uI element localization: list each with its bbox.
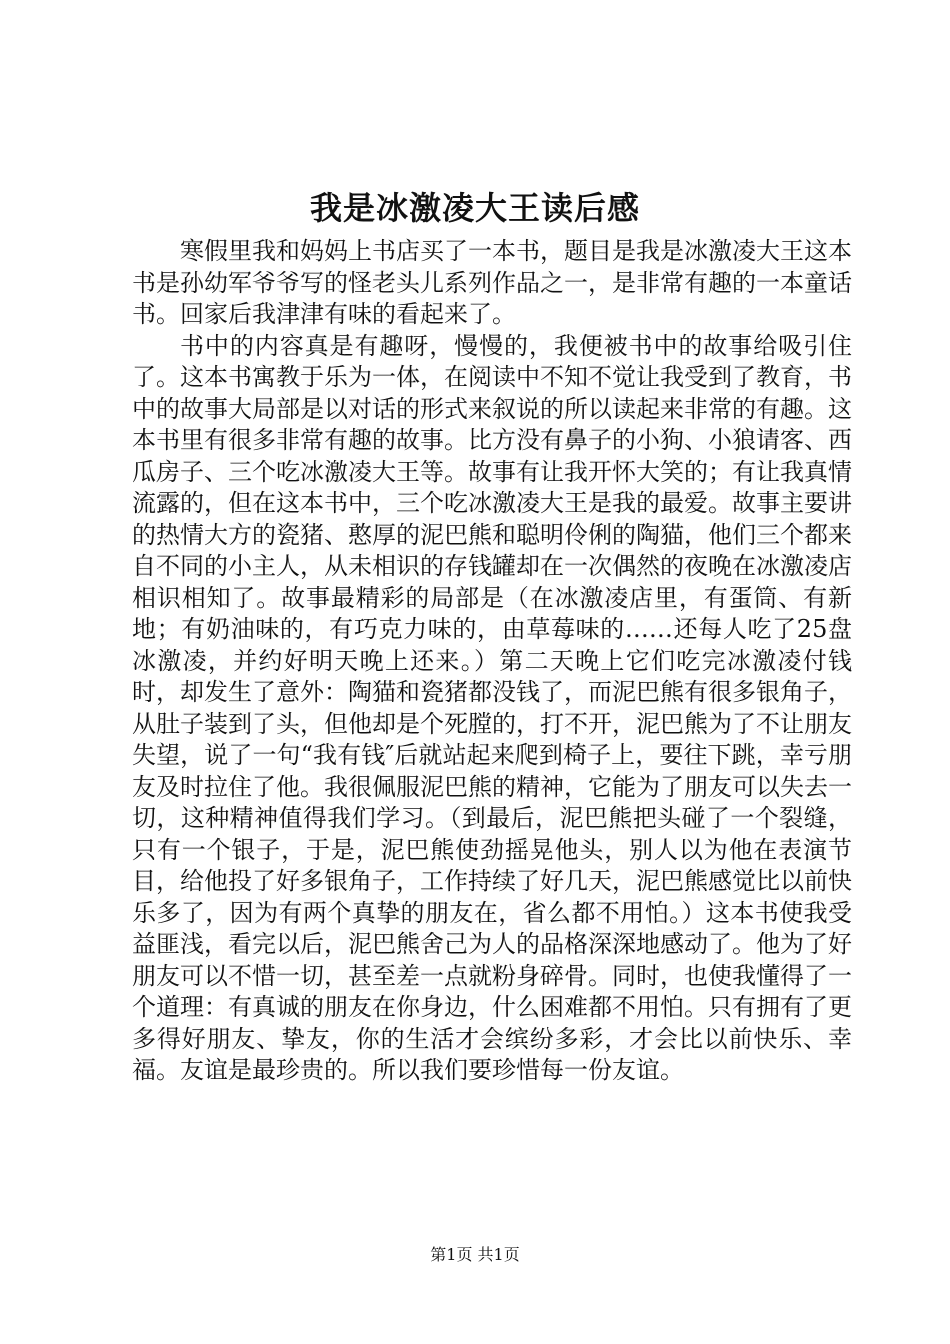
document-body xyxy=(132,236,852,1087)
paragraph-2: 书中的内容真是有趣呀，慢慢的，我便被书中的故事给吸引住了。这本书寓教于乐为一体，在阅读中不知不觉让我受到了教育，书中的故事大局部是以对话的形式来叙说的所以读起来非常的有趣。这本书里有很多非常有趣的故事。比方没有鼻子的小狗、小狼请客、西瓜房子、三个吃冰激凌大王等。故事有让我开怀大笑的；有让我真情流露的，但在这本书中，三个吃冰激凌大王是我的最爱。故事主要讲的热情大方的瓷猪、憨厚的泥巴熊和聪明伶俐的陶猫，他们三个都来自不同的小主人，从未相识的存钱罐却在一次偶然的夜晚在冰激凌店相识相知了。故事最精彩的局部是（在冰激凌店里，有蛋筒、有新地；有奶油味的，有巧克力味的，由草莓味的……还每人吃了25盘冰激凌，并约好明天晚上还来。）第二天晚上它们吃完冰激凌付钱时，却发生了意外：陶猫和瓷猪都没钱了，而泥巴熊有很多银角子，从肚子装到了头，但他却是个死膛的，打不开，泥巴熊为了不让朋友失望，说了一句“我有钱″后就站起来爬到椅子上，要往下跳，幸亏朋友及时拉住了他。我很佩服泥巴熊的精神，它能为了朋友可以失去一切，这种精神值得我们学习。（到最后，泥巴熊把头碰了一个裂缝，只有一个银子，于是，泥巴熊使劲摇晃他头，别人以为他在表演节目，给他投了好多银角子，工作持续了好几天，泥巴熊感觉比以前快乐多了，因为有两个真挚的朋友在，省么都不用怕。）这本书使我受益匪浅，看完以后，泥巴熊舍己为人的品格深深地感动了。他为了好朋友可以不惜一切，甚至差一点就粉身碎骨。同时，也使我懂得了一个道理：有真诚的朋友在你身边，什么困难都不用怕。只有拥有了更多得好朋友、挚友，你的生活才会缤纷多彩，才会比以前快乐、幸福。友谊是最珍贵的。所以我们要珍惜每一份友谊。 xyxy=(132,331,852,1084)
document-title: 我是冰激凌大王读后感 xyxy=(309,189,640,227)
page-footer: 第1页 共1页 xyxy=(430,1245,520,1264)
paragraph-1: 寒假里我和妈妈上书店买了一本书，题目是我是冰激凌大王这本书是孙幼军爷爷写的怪老头儿系列作品之一，是非常有趣的一本童话书。回家后我津津有味的看起来了。 xyxy=(132,237,852,328)
